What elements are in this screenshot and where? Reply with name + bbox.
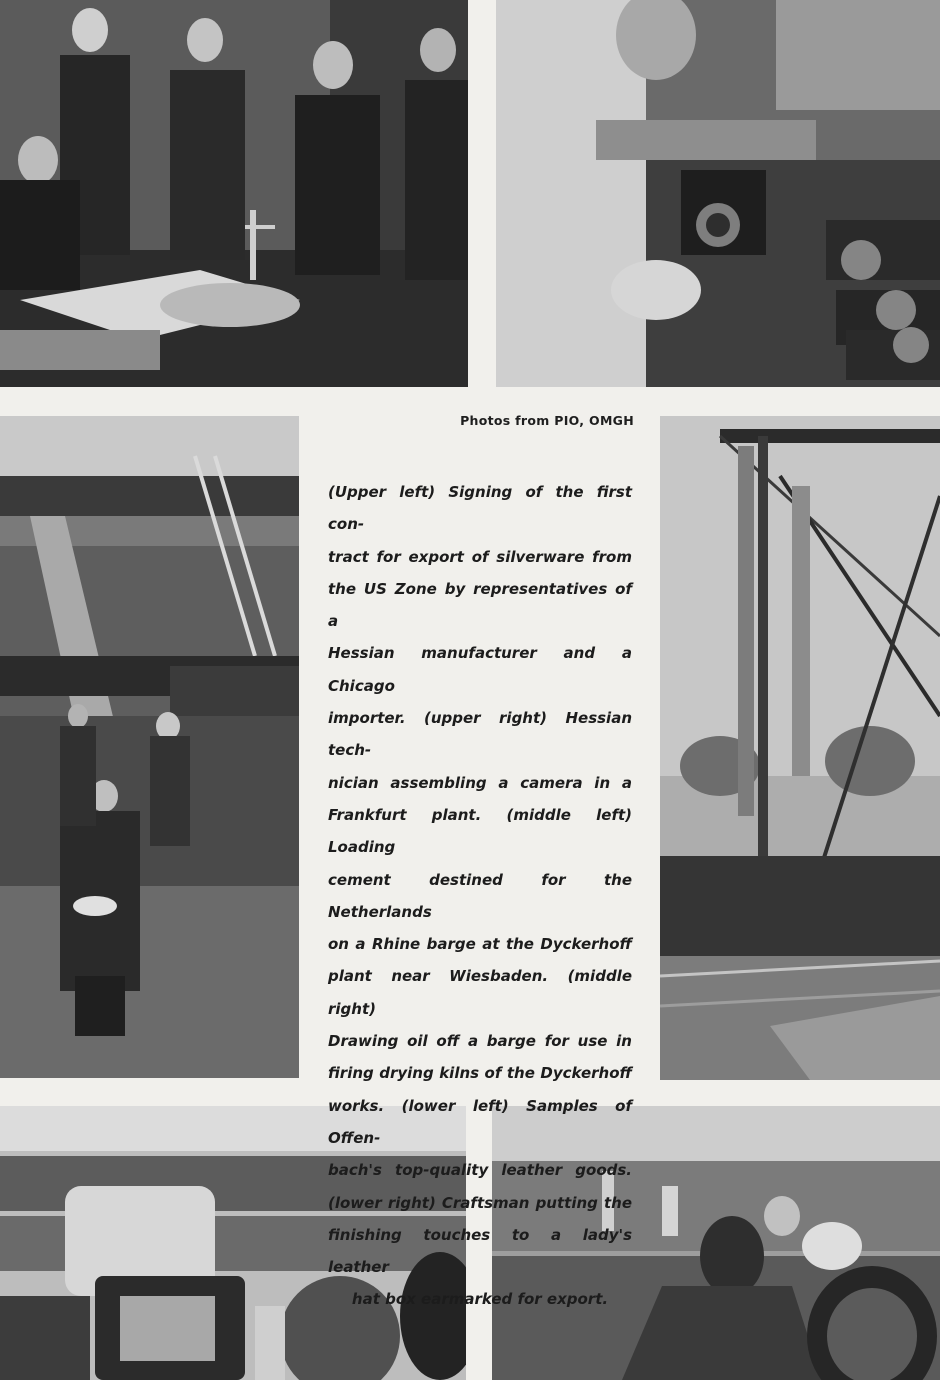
photo-caption: [328, 476, 632, 1316]
caption-line: Drawing oil off a barge for use in: [328, 1032, 632, 1051]
photo-camera-assembly: [496, 0, 940, 387]
caption-line: tract for export of silverware from: [328, 547, 632, 566]
caption-line: cement destined for the Netherlands: [328, 870, 632, 921]
caption-line: bach's top-quality leather goods.: [328, 1161, 632, 1180]
caption-line: works. (lower left) Samples of Offen-: [328, 1096, 632, 1147]
caption-line: importer. (upper right) Hessian tech-: [328, 709, 632, 760]
caption-line: (lower right) Craftsman putting the: [328, 1193, 632, 1212]
caption-line: firing drying kilns of the Dyckerhoff: [328, 1064, 632, 1083]
photo-oil-barge: [660, 416, 940, 1080]
photo-contract-signing: [0, 0, 468, 387]
caption-line: on a Rhine barge at the Dyckerhoff: [328, 935, 632, 954]
photo-credit: Photos from PIO, OMGH: [460, 413, 634, 428]
caption-line: Frankfurt plant. (middle left) Loading: [328, 805, 632, 857]
caption-line: nician assembling a camera in a: [328, 773, 632, 792]
caption-line: Hessian manufacturer and a Chicago: [328, 644, 632, 695]
caption-line: finishing touches to a lady's leather: [328, 1225, 632, 1277]
caption-line: the US Zone by representatives of a: [328, 579, 632, 631]
caption-line: plant near Wiesbaden. (middle right): [328, 967, 632, 1018]
caption-line: hat box earmarked for export.: [351, 1290, 609, 1309]
caption-line: (Upper left) Signing of the first con-: [328, 483, 632, 534]
photo-cement-barge: [0, 416, 299, 1078]
